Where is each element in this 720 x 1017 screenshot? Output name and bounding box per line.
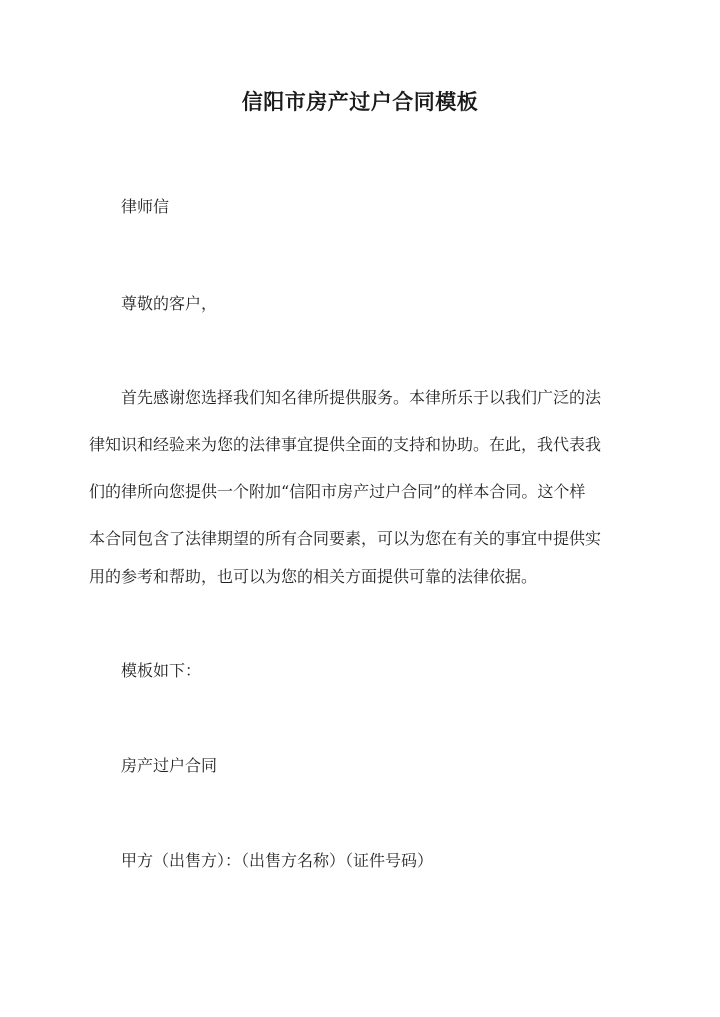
greeting: 尊敬的客户， bbox=[121, 294, 218, 313]
body-line-2: 律知识和经验来为您的法律事宜提供全面的支持和协助。在此，我代表我 bbox=[89, 435, 602, 454]
body-line-4: 本合同包含了法律期望的所有合同要素，可以为您在有关的事宜中提供实 bbox=[89, 529, 602, 548]
body-line-5: 用的参考和帮助，也可以为您的相关方面提供可靠的法律依据。 bbox=[89, 567, 538, 586]
contract-title: 房产过户合同 bbox=[121, 756, 218, 775]
party-a-line: 甲方（出售方）：（出售方名称）（证件号码） bbox=[121, 851, 434, 870]
heading-letter: 律师信 bbox=[121, 197, 170, 216]
body-line-3: 们的律所向您提供一个附加“信阳市房产过户合同”的样本合同。这个样 bbox=[89, 482, 586, 501]
body-line-1: 首先感谢您选择我们知名律所提供服务。本律所乐于以我们广泛的法 bbox=[121, 388, 602, 407]
template-intro: 模板如下： bbox=[121, 661, 202, 680]
document-title: 信阳市房产过户合同模板 bbox=[241, 89, 479, 114]
